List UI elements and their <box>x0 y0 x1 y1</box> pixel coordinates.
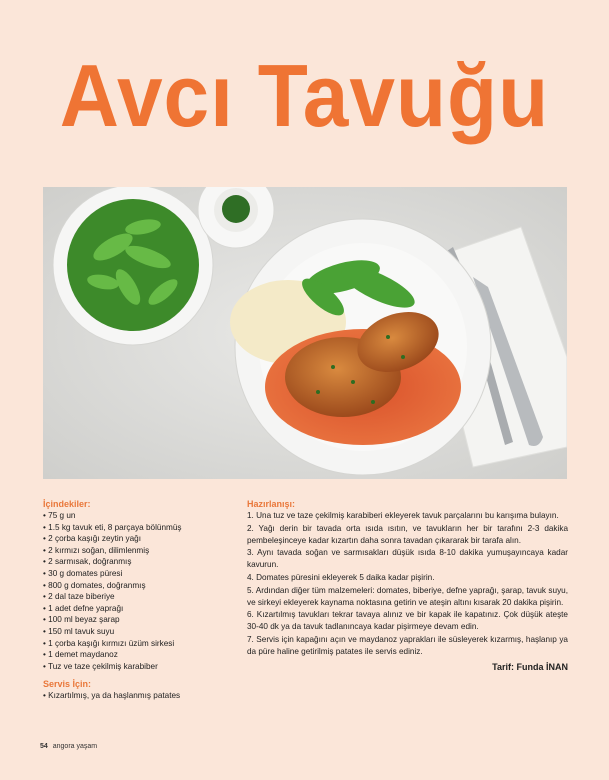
serving-heading: Servis İçin: <box>43 679 92 690</box>
ingredient-item: • Tuz ve taze çekilmiş karabiber <box>43 661 243 673</box>
ingredient-item: • 2 kırmızı soğan, dilimlenmiş <box>43 545 243 557</box>
magazine-name: angora yaşam <box>52 743 98 750</box>
page-footer <box>40 743 97 750</box>
preparation-column <box>247 499 568 672</box>
ingredient-item: • 1 çorba kaşığı kırmızı üzüm sirkesi <box>43 638 243 650</box>
ingredient-item: • 2 dal taze biberiye <box>43 591 243 603</box>
serving-item: • Kızartılmış, ya da haşlanmış patates <box>43 690 243 702</box>
step-6: 6. Kızartılmış tavukları tekrar tavaya alınız ve bir kapak ile kapatınız. Çok düşük ateşte 30-40 dk ya da tavuk tadlanıncaya kadar pişirmeye devam edin. <box>247 610 568 632</box>
recipe-credit: Tarif: Funda İNAN <box>492 661 568 672</box>
ingredients-column <box>43 499 243 702</box>
ingredients-list <box>43 510 243 672</box>
ingredient-item: • 75 g un <box>43 510 243 522</box>
step-4: 4. Domates püresini ekleyerek 5 daika kadar pişirin. <box>247 572 435 582</box>
ingredient-item: • 1.5 kg tavuk eti, 8 parçaya bölünmüş <box>43 522 243 534</box>
ingredient-item: • 150 ml tavuk suyu <box>43 626 243 638</box>
ingredient-item: • 1 demet maydanoz <box>43 649 243 661</box>
page-title: Avcı Tavuğu <box>59 47 550 146</box>
step-5: 5. Ardından diğer tüm malzemeleri: domates, biberiye, defne yaprağı, şarap, tavuk suyu, ve sirkeyi ekleyerek kaynama noktasına getirin ve ateşin altını kısarak 20 dakika pişirin. <box>247 585 568 607</box>
ingredient-item: • 1 adet defne yaprağı <box>43 603 243 615</box>
ingredient-item: • 2 sarmısak, doğranmış <box>43 556 243 568</box>
ingredient-item: • 100 ml beyaz şarap <box>43 614 243 626</box>
recipe-photo <box>43 187 567 479</box>
preparation-heading: Hazırlanışı: <box>247 499 296 509</box>
ingredient-item: • 30 g domates püresi <box>43 568 243 580</box>
step-1: 1. Una tuz ve taze çekilmiş karabiberi ekleyerek tavuk parçalarını bu karışıma bulayın. <box>247 511 559 520</box>
ingredient-item: • 800 g domates, doğranmış <box>43 580 243 592</box>
step-7: 7. Servis için kapağını açın ve maydanoz yaprakları ile süsleyerek kızarmış, haşlanıp ya da püre haline getirilmiş patates ile servis ediniz. <box>247 634 568 656</box>
step-2: 2. Yağı derin bir tavada orta ısıda ısıtın, ve tavukların her bir tarafını 2-3 dakika pembeleşinceye kadar kızartın daha sonra tavadan çıkararak bir tarafa alın. <box>247 523 568 545</box>
serving-list <box>43 690 243 702</box>
preparation-steps <box>247 510 568 658</box>
ingredients-heading: İçindekiler: <box>43 499 91 509</box>
ingredient-item: • 2 çorba kaşığı zeytin yağı <box>43 533 243 545</box>
page-number: 54 <box>40 743 48 750</box>
step-3: 3. Aynı tavada soğan ve sarmısakları düşük ısıda 8-10 dakika yumuşayıncaya kadar kavurun. <box>247 548 568 570</box>
